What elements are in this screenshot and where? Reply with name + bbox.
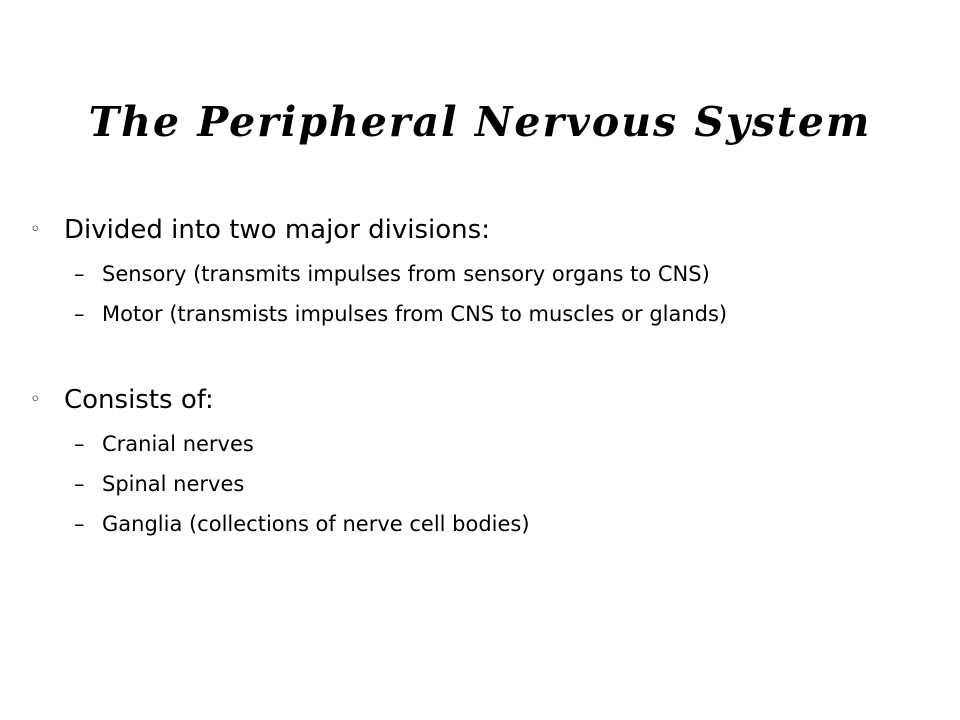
bullet-text: Divided into two major divisions: bbox=[64, 215, 490, 245]
bullet-item bbox=[30, 380, 940, 420]
dash-icon: – bbox=[74, 302, 85, 326]
bullet-text: Consists of: bbox=[64, 385, 214, 415]
slide-content bbox=[30, 210, 940, 544]
bullet-icon: ◦ bbox=[30, 389, 41, 410]
slide-title: The Peripheral Nervous System bbox=[88, 98, 872, 146]
section-spacer bbox=[30, 334, 940, 380]
dash-icon: – bbox=[74, 512, 85, 536]
sub-item bbox=[30, 464, 940, 504]
sub-item-text: Spinal nerves bbox=[102, 472, 245, 496]
sub-item bbox=[30, 254, 940, 294]
dash-icon: – bbox=[74, 262, 85, 286]
sub-item bbox=[30, 504, 940, 544]
sub-item-text: Cranial nerves bbox=[102, 432, 254, 456]
sub-item-text: Sensory (transmits impulses from sensory organs to CNS) bbox=[102, 262, 710, 286]
dash-icon: – bbox=[74, 432, 85, 456]
sub-item bbox=[30, 424, 940, 464]
dash-icon: – bbox=[74, 472, 85, 496]
sub-item bbox=[30, 294, 940, 334]
bullet-icon: ◦ bbox=[30, 219, 41, 240]
sub-item-text: Motor (transmists impulses from CNS to muscles or glands) bbox=[102, 302, 728, 326]
sub-item-text: Ganglia (collections of nerve cell bodies) bbox=[102, 512, 530, 536]
bullet-item bbox=[30, 210, 940, 250]
